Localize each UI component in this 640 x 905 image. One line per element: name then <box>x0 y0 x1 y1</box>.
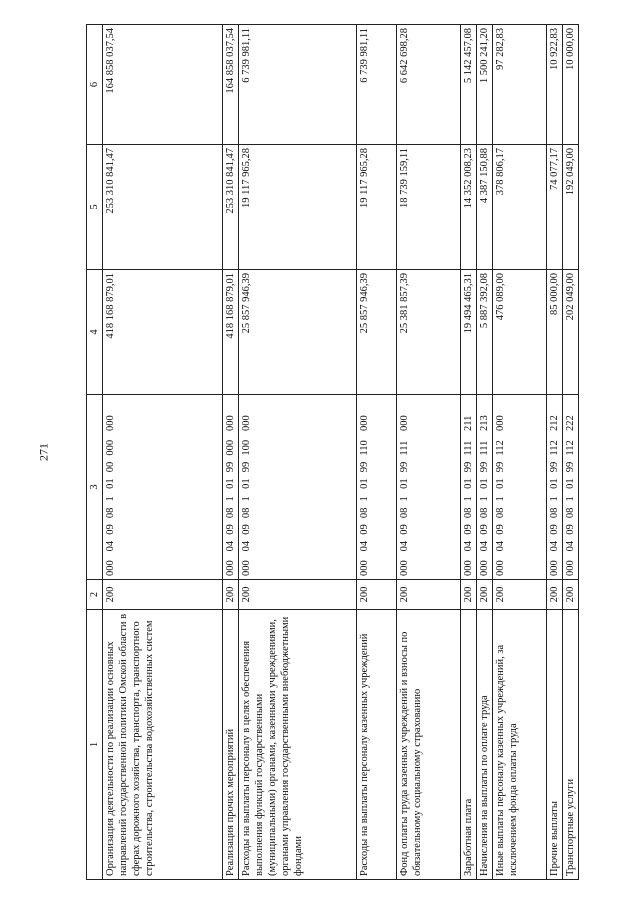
row-code: 200 <box>563 580 579 610</box>
code-part: 04 <box>565 540 576 552</box>
code-part: 111 <box>399 440 410 456</box>
code-part: 1 <box>549 496 560 502</box>
code-part: 000 <box>359 560 370 576</box>
row-value-col-4: 418 168 879,01 <box>103 270 223 395</box>
row-name: Реализация прочих мероприятий <box>223 610 239 880</box>
code-part: 04 <box>359 540 370 552</box>
row-value-col-4: 5 887 392,08 <box>477 270 493 395</box>
code-part: 99 <box>359 461 370 473</box>
code-part: 00 <box>105 461 116 473</box>
code-part: 01 <box>463 478 474 489</box>
header-col-2: 2 <box>87 580 103 610</box>
code-part: 000 <box>399 560 410 576</box>
code-part: 01 <box>225 478 236 489</box>
table-body <box>103 25 579 880</box>
code-part: 09 <box>495 524 506 535</box>
code-part: 000 <box>495 415 506 431</box>
code-part: 111 <box>479 440 490 456</box>
row-name: Иные выплаты персоналу казенных учреждений, за исключением фонда оплаты труда <box>493 610 547 880</box>
table-row <box>397 25 461 880</box>
row-code: 200 <box>477 580 493 610</box>
code-part: 100 <box>241 439 252 456</box>
row-value-col-6: 6 739 981,11 <box>357 25 397 145</box>
row-name: Прочие выплаты <box>547 610 563 880</box>
code-part: 1 <box>565 496 576 502</box>
rotated-table-container <box>86 25 588 880</box>
code-part: 09 <box>359 524 370 535</box>
code-part: 08 <box>463 507 474 519</box>
row-name: Фонд оплаты труда казенных учреждений и взносы по обязательному социальному страхованию <box>397 610 461 880</box>
row-value-col-6: 97 282,83 <box>493 25 547 145</box>
code-part: 1 <box>495 496 506 502</box>
code-part: 000 <box>241 415 252 431</box>
code-part: 211 <box>463 415 474 431</box>
code-part: 99 <box>463 461 474 473</box>
code-part: 08 <box>225 507 236 519</box>
code-part: 000 <box>565 560 576 576</box>
row-value-col-5: 19 117 965,28 <box>357 145 397 270</box>
code-part: 09 <box>241 524 252 535</box>
row-value-col-5: 74 077,17 <box>547 145 563 270</box>
header-col-4: 4 <box>87 270 103 395</box>
row-value-col-4: 202 049,00 <box>563 270 579 395</box>
code-part: 000 <box>495 560 506 576</box>
code-part: 112 <box>565 440 576 456</box>
code-part: 110 <box>359 440 370 456</box>
row-value-col-6: 10 000,00 <box>563 25 579 145</box>
code-part: 000 <box>105 439 116 456</box>
code-part: 04 <box>463 540 474 552</box>
code-part: 1 <box>463 496 474 502</box>
table-row <box>223 25 239 880</box>
code-part: 1 <box>241 496 252 502</box>
row-name: Организация деятельности по реализации основных направлений государственной политики Омской области в сферах дорожного хозяйства, транспорта, транспортного строительства, строительства водохозяйственных систем <box>103 610 223 880</box>
code-part: 08 <box>565 507 576 519</box>
table-row <box>493 25 547 880</box>
row-name: Начисления на выплаты по оплате труда <box>477 610 493 880</box>
row-classification-code <box>357 395 397 580</box>
code-part: 09 <box>105 524 116 535</box>
row-classification-code <box>103 395 223 580</box>
header-col-3: 3 <box>87 395 103 580</box>
header-col-6: 6 <box>87 25 103 145</box>
row-value-col-4: 25 381 857,39 <box>397 270 461 395</box>
code-part: 000 <box>105 415 116 431</box>
code-part: 01 <box>549 478 560 489</box>
code-part: 08 <box>495 507 506 519</box>
code-part: 212 <box>549 415 560 431</box>
code-part: 08 <box>359 507 370 519</box>
code-part: 99 <box>549 461 560 473</box>
code-part: 04 <box>549 540 560 552</box>
code-part: 000 <box>549 560 560 576</box>
row-classification-code <box>397 395 461 580</box>
table-row <box>103 25 223 880</box>
code-part: 000 <box>225 415 236 431</box>
code-part: 99 <box>495 461 506 473</box>
code-part: 09 <box>225 524 236 535</box>
code-part: 04 <box>399 540 410 552</box>
row-value-col-4: 476 089,00 <box>493 270 547 395</box>
code-part: 09 <box>549 524 560 535</box>
row-code: 200 <box>239 580 357 610</box>
row-code: 200 <box>547 580 563 610</box>
code-part: 112 <box>549 440 560 456</box>
code-part: 000 <box>225 439 236 456</box>
code-part: 04 <box>225 540 236 552</box>
row-code: 200 <box>397 580 461 610</box>
code-part: 99 <box>399 461 410 473</box>
code-part: 08 <box>399 507 410 519</box>
code-part: 01 <box>399 478 410 489</box>
header-col-5: 5 <box>87 145 103 270</box>
code-part: 09 <box>399 524 410 535</box>
code-part: 99 <box>479 461 490 473</box>
code-part: 01 <box>105 478 116 489</box>
code-part: 04 <box>105 540 116 552</box>
row-value-col-6: 6 739 981,11 <box>239 25 357 145</box>
code-part: 99 <box>565 461 576 473</box>
row-code: 200 <box>493 580 547 610</box>
row-value-col-6: 6 642 698,28 <box>397 25 461 145</box>
code-part: 01 <box>565 478 576 489</box>
code-part: 99 <box>241 461 252 473</box>
table-row <box>547 25 563 880</box>
code-part: 213 <box>479 415 490 431</box>
code-part: 222 <box>565 415 576 431</box>
row-value-col-6: 164 858 037,54 <box>223 25 239 145</box>
row-value-col-5: 253 310 841,47 <box>103 145 223 270</box>
code-part: 000 <box>105 560 116 576</box>
row-value-col-6: 10 922,83 <box>547 25 563 145</box>
row-value-col-4: 25 857 946,39 <box>357 270 397 395</box>
row-value-col-4: 85 000,00 <box>547 270 563 395</box>
code-part: 01 <box>479 478 490 489</box>
row-code: 200 <box>357 580 397 610</box>
code-part: 04 <box>495 540 506 552</box>
code-part: 09 <box>479 524 490 535</box>
code-part: 01 <box>495 478 506 489</box>
row-value-col-5: 378 806,17 <box>493 145 547 270</box>
row-name: Расходы на выплаты персоналу казенных учреждений <box>357 610 397 880</box>
code-part: 1 <box>105 496 116 502</box>
row-value-col-5: 14 352 008,23 <box>461 145 477 270</box>
table-row <box>357 25 397 880</box>
table-row <box>477 25 493 880</box>
row-value-col-4: 19 494 465,31 <box>461 270 477 395</box>
row-name: Заработная плата <box>461 610 477 880</box>
row-classification-code <box>477 395 493 580</box>
row-name: Транспортные услуги <box>563 610 579 880</box>
table-row <box>461 25 477 880</box>
header-col-1: 1 <box>87 610 103 880</box>
row-value-col-6: 1 500 241,20 <box>477 25 493 145</box>
code-part: 1 <box>225 496 236 502</box>
code-part: 000 <box>225 560 236 576</box>
code-part: 99 <box>225 461 236 473</box>
row-classification-code <box>223 395 239 580</box>
header-row <box>87 25 103 880</box>
code-part: 04 <box>241 540 252 552</box>
row-value-col-5: 4 387 150,88 <box>477 145 493 270</box>
row-value-col-5: 192 049,00 <box>563 145 579 270</box>
row-value-col-5: 18 739 159,11 <box>397 145 461 270</box>
code-part: 000 <box>241 560 252 576</box>
code-part: 112 <box>495 440 506 456</box>
row-value-col-6: 5 142 457,08 <box>461 25 477 145</box>
row-classification-code <box>239 395 357 580</box>
code-part: 08 <box>241 507 252 519</box>
table-row <box>239 25 357 880</box>
code-part: 08 <box>105 507 116 519</box>
row-value-col-4: 418 168 879,01 <box>223 270 239 395</box>
row-value-col-4: 25 857 946,39 <box>239 270 357 395</box>
row-value-col-6: 164 858 037,54 <box>103 25 223 145</box>
code-part: 09 <box>565 524 576 535</box>
code-part: 000 <box>479 560 490 576</box>
code-part: 111 <box>463 440 474 456</box>
code-part: 000 <box>359 415 370 431</box>
code-part: 08 <box>479 507 490 519</box>
code-part: 01 <box>359 478 370 489</box>
table-row <box>563 25 579 880</box>
code-part: 08 <box>549 507 560 519</box>
row-classification-code <box>493 395 547 580</box>
row-value-col-5: 253 310 841,47 <box>223 145 239 270</box>
code-part: 01 <box>241 478 252 489</box>
code-part: 1 <box>399 496 410 502</box>
row-code: 200 <box>223 580 239 610</box>
row-name: Расходы на выплаты персоналу в целях обеспечения выполнения функций государственными (муниципальными) органами, казенными учреждениями, органами управления государственными внебюджетными фондами <box>239 610 357 880</box>
code-part: 09 <box>463 524 474 535</box>
code-part: 04 <box>479 540 490 552</box>
page-number: 271 <box>36 443 51 461</box>
row-classification-code <box>563 395 579 580</box>
budget-table <box>86 24 579 880</box>
row-code: 200 <box>461 580 477 610</box>
code-part: 1 <box>479 496 490 502</box>
row-classification-code <box>461 395 477 580</box>
row-classification-code <box>547 395 563 580</box>
row-code: 200 <box>103 580 223 610</box>
code-part: 000 <box>463 560 474 576</box>
code-part: 1 <box>359 496 370 502</box>
code-part: 000 <box>399 415 410 431</box>
row-value-col-5: 19 117 965,28 <box>239 145 357 270</box>
